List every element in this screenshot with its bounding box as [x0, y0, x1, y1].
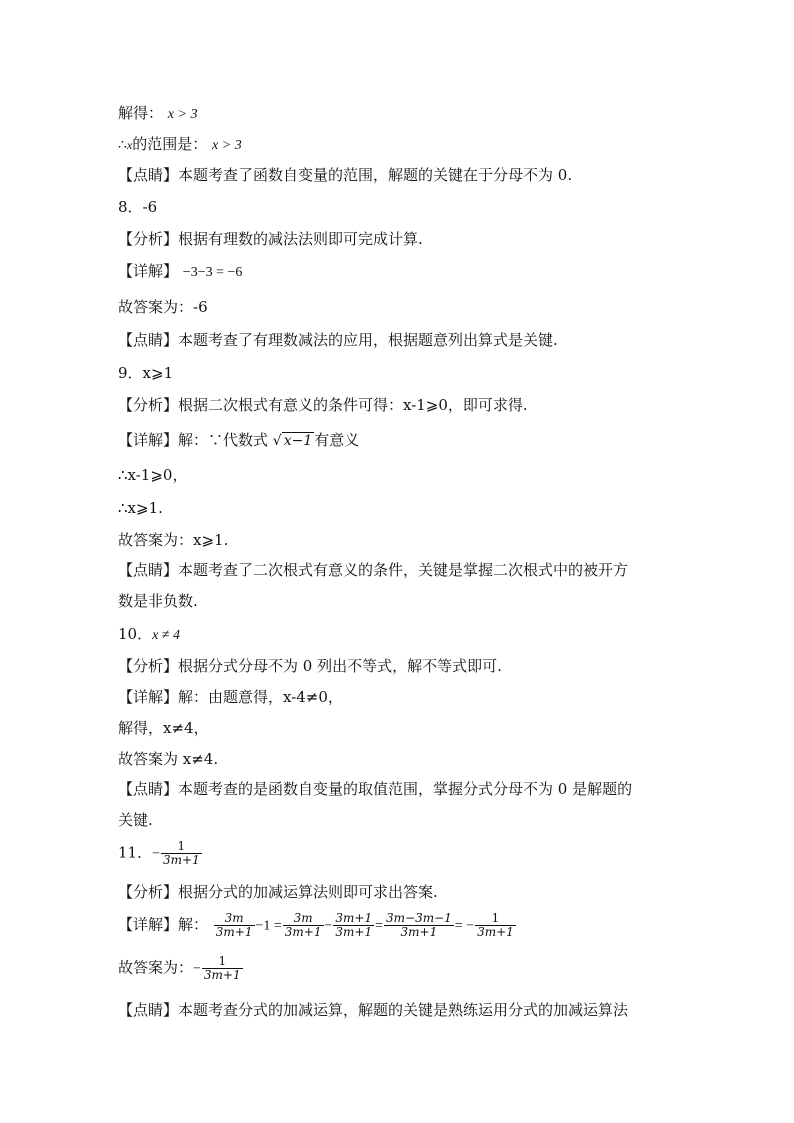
- comment-line: 【点睛】本题考查了函数自变量的范围，解题的关键在于分母不为 0.: [118, 166, 573, 184]
- analysis-line: 【分析】根据分式的加减运算法则即可求出答案.: [118, 883, 438, 901]
- answer-line: 故答案为：-6: [118, 298, 208, 316]
- analysis-line: 【分析】根据二次根式有意义的条件可得：x-1⩾0，即可求得.: [118, 396, 528, 414]
- fraction: $\frac{3m+1}{3m+1}$: [335, 911, 373, 939]
- detail-line: 【详解】 −3−3 = −6: [118, 262, 243, 280]
- detail-line: 【详解】解： $\frac{3m}{3m+1}$ −1 = $\frac{3m}{3m+1}$ − $\frac{3m+1}{3m+1}$ = $\frac{3m-3m-1}{3m+1}$ = − $\frac{1}{3m+1}$: [118, 911, 514, 939]
- fraction: $\frac{3m}{3m+1}$: [284, 911, 322, 939]
- fraction: $\frac{3m}{3m+1}$: [215, 911, 253, 939]
- detail-line: 【详解】解：由题意得，x-4≠0，: [118, 688, 343, 706]
- comment-line: 【点睛】本题考查分式的加减运算，解题的关键是熟练运用分式的加减运算法: [118, 1001, 629, 1019]
- step-line: 解得，x≠4，: [118, 719, 209, 737]
- detail-line: 【详解】解：∵代数式 √ x−1 有意义: [118, 431, 360, 449]
- question-answer: 10．x ≠ 4: [118, 625, 180, 643]
- fraction: $\frac{3m-3m-1}{3m+1}$: [386, 911, 452, 939]
- answer-line: 故答案为 x≠4.: [118, 750, 219, 768]
- comment-line: 【点睛】本题考查的是函数自变量的取值范围，掌握分式分母不为 0 是解题的: [118, 780, 633, 798]
- analysis-line: 【分析】根据分式分母不为 0 列出不等式，解不等式即可.: [118, 657, 502, 675]
- comment-line: 【点睛】本题考查了有理数减法的应用，根据题意列出算式是关键.: [118, 331, 558, 349]
- question-answer: 8．-6: [118, 198, 158, 216]
- comment-line: 关键.: [118, 811, 153, 829]
- question-answer: 11．− $\frac{1}{3m+1}$: [118, 839, 200, 867]
- comment-line: 数是非负数.: [118, 592, 198, 610]
- fraction: $\frac{1}{3m+1}$: [163, 839, 200, 867]
- comment-line: 【点睛】本题考查了二次根式有意义的条件，关键是掌握二次根式中的被开方: [118, 561, 629, 579]
- step-line: ∴x⩾1.: [118, 499, 163, 517]
- answer-line: 故答案为：x⩾1.: [118, 531, 229, 549]
- answer-line: 故答案为：− $\frac{1}{3m+1}$: [118, 954, 241, 982]
- solution-line: 解得： x > 3: [118, 104, 198, 122]
- analysis-line: 【分析】根据有理数的减法法则即可完成计算.: [118, 230, 423, 248]
- step-line: ∴x-1⩾0，: [118, 466, 188, 484]
- square-root: √ x−1: [272, 433, 313, 449]
- fraction: $\frac{1}{3m+1}$: [203, 954, 241, 982]
- range-line: ∴x的范围是： x > 3: [118, 135, 242, 153]
- fraction: $\frac{1}{3m+1}$: [477, 911, 514, 939]
- question-answer: 9．x⩾1: [118, 364, 174, 382]
